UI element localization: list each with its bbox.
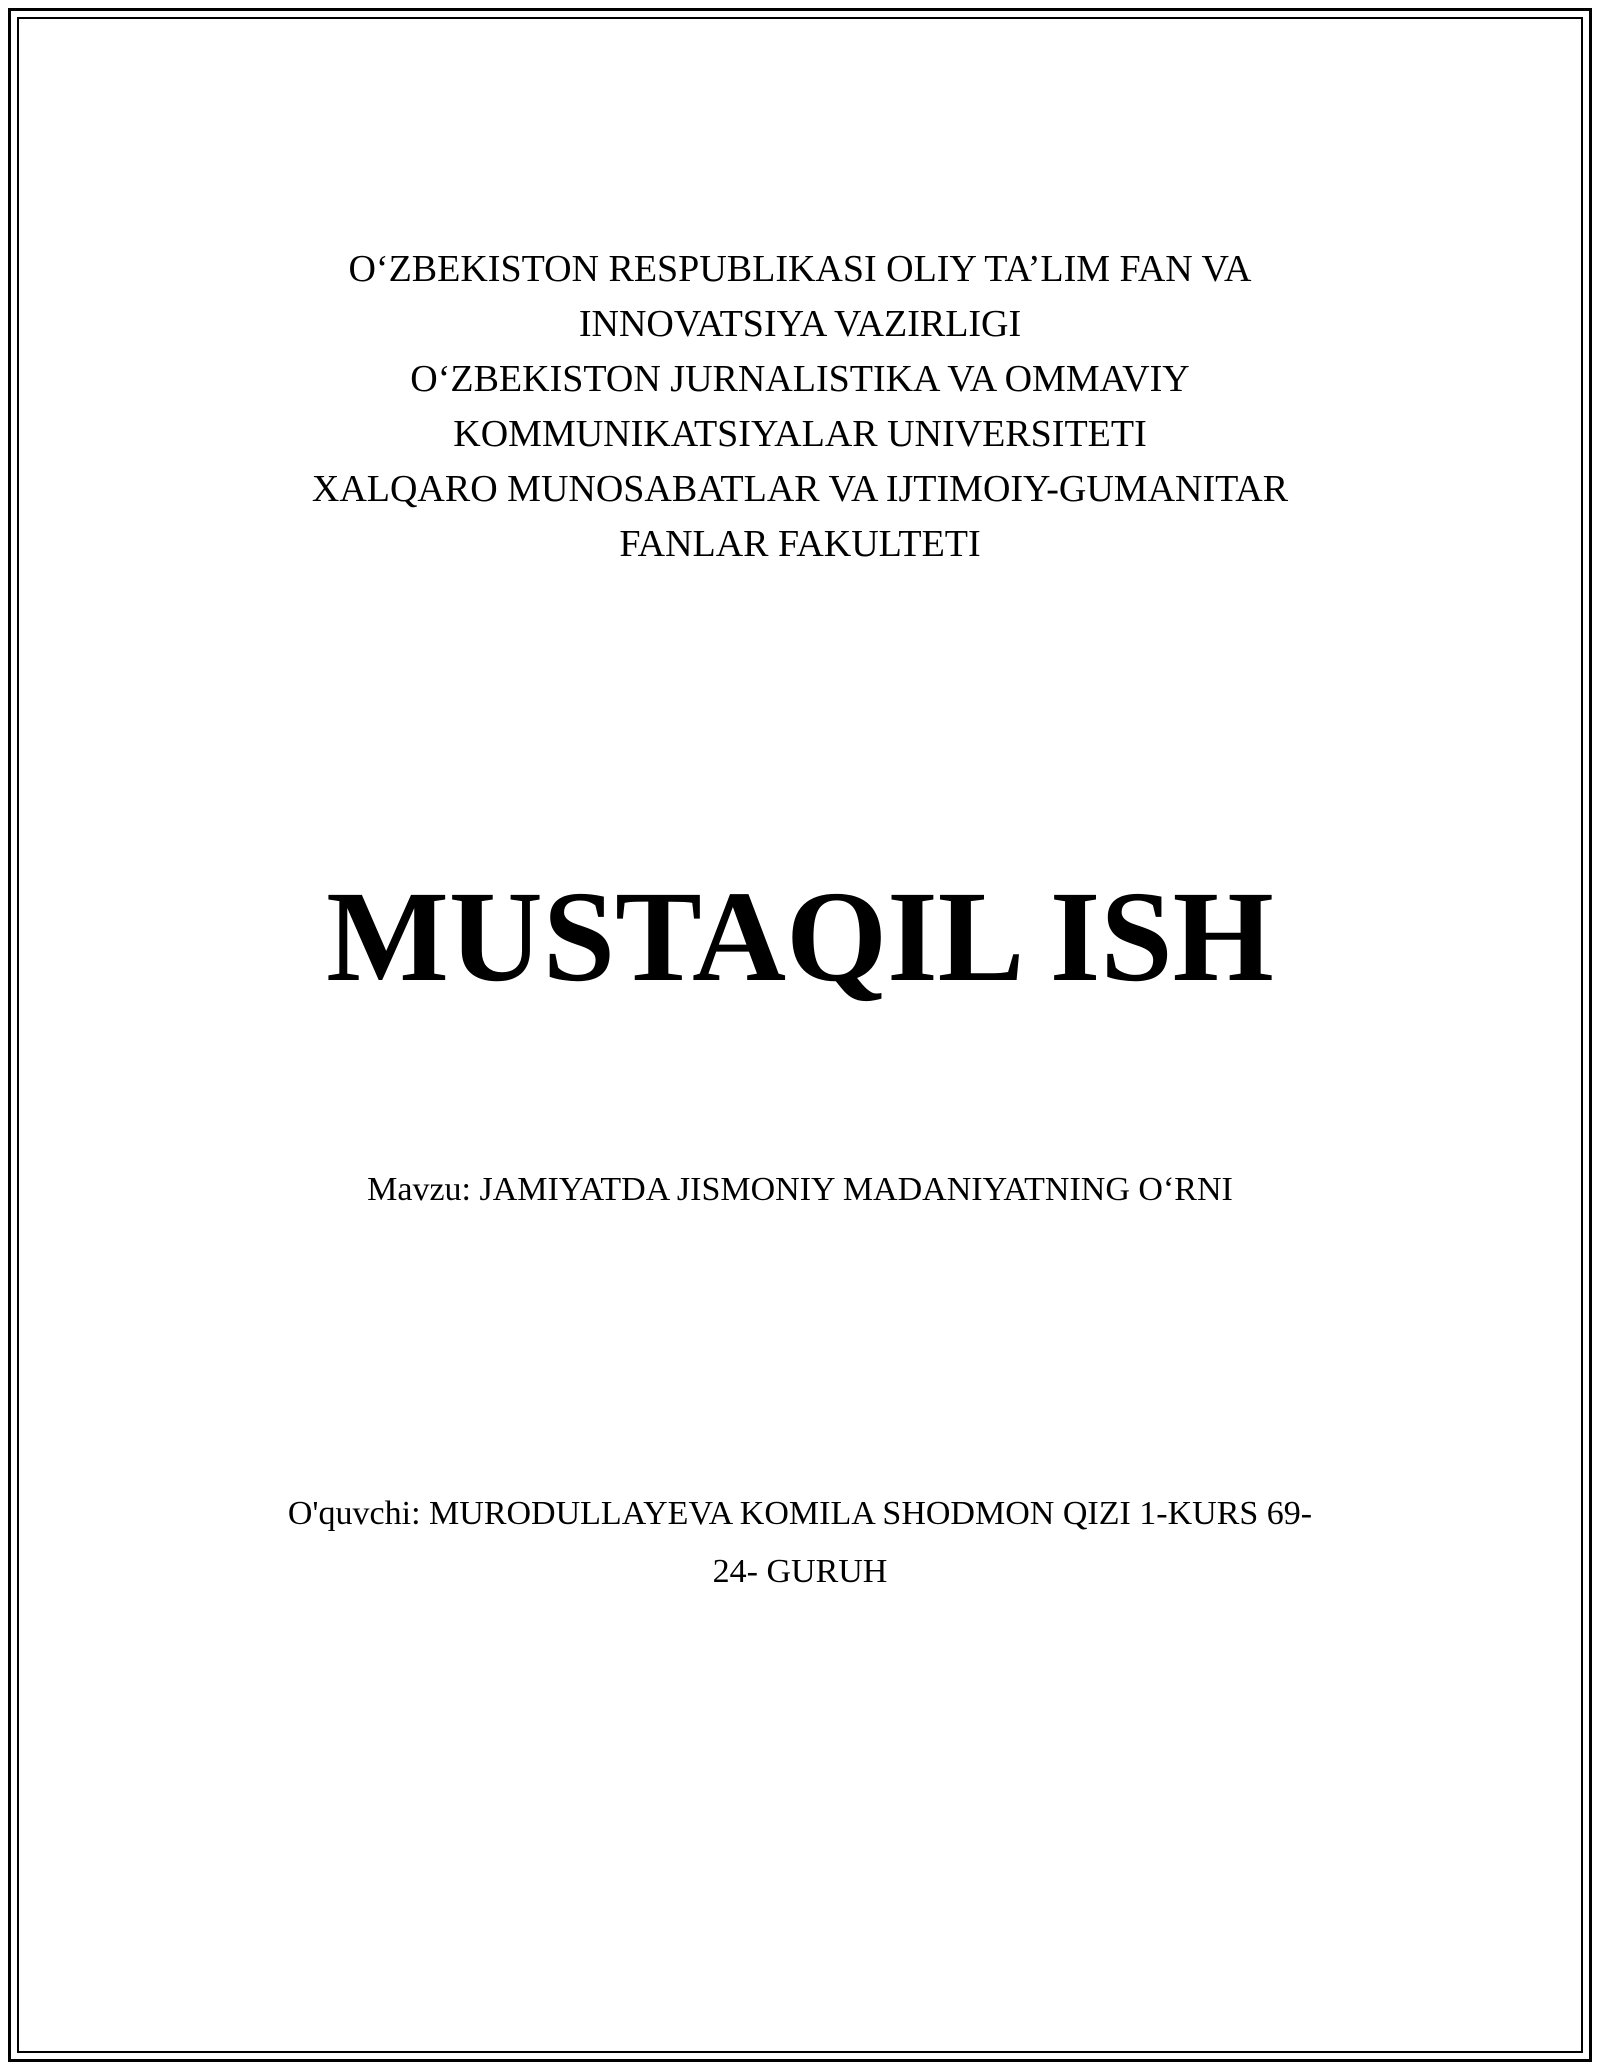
institution-header (0, 242, 1600, 572)
document-topic: Mavzu: JAMIYATDA JISMONIY MADANIYATNING O‘RNI (367, 1171, 1233, 1208)
header-line-university-2: KOMMUNIKATSIYALAR UNIVERSITETI (453, 413, 1147, 455)
header-line-university-1: O‘ZBEKISTON JURNALISTIKA VA OMMAVIY (410, 358, 1190, 400)
header-line-ministry-2: INNOVATSIYA VAZIRLIGI (578, 303, 1022, 345)
student-info (0, 1485, 1600, 1601)
document-title: MUSTAQIL ISH (326, 865, 1274, 1009)
header-line-faculty-1: XALQARO MUNOSABATLAR VA IJTIMOIY-GUMANITAR (311, 468, 1289, 510)
student-info-line-2: 24- GURUH (712, 1553, 888, 1590)
header-line-ministry-1: O‘ZBEKISTON RESPUBLIKASI OLIY TA’LIM FAN VA (348, 248, 1252, 290)
student-info-line-1: O'quvchi: MURODULLAYEVA KOMILA SHODMON QIZI 1-KURS 69- (287, 1495, 1313, 1532)
header-line-faculty-2: FANLAR FAKULTETI (619, 523, 981, 565)
